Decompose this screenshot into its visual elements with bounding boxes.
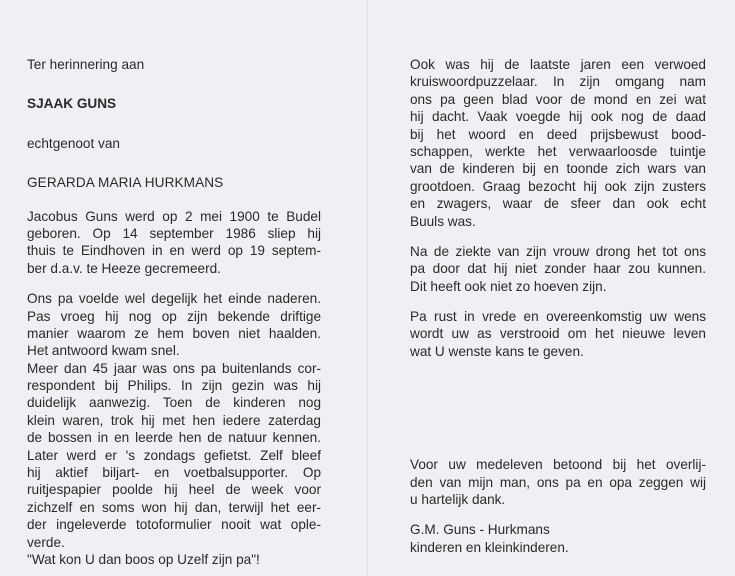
- text-line: ber d.a.v. te Heeze gecremeerd.: [27, 260, 221, 276]
- text-line: den van mijn man, ons pa en opa zeggen wij: [410, 474, 706, 490]
- text-line: Na de ziekte van zijn vrouw drong het tot ons: [410, 243, 706, 259]
- signature-family: kinderen en kleinkinderen.: [410, 539, 569, 555]
- text-line: zichzelf en soms won hij dan, terwijl het eer-: [27, 499, 321, 515]
- text-line: Meer dan 45 jaar was ons pa buitenlands cor-: [27, 360, 321, 376]
- text-line: thuis te Eindhoven in en werd op 19 septem-: [27, 243, 321, 259]
- deceased-name: SJAAK GUNS: [27, 96, 117, 112]
- card-fold: [367, 0, 368, 576]
- text-line: en zwagers, waar de sfeer dan ook echt: [410, 196, 706, 212]
- text-line: Ons pa voelde wel degelijk het einde naderen.: [27, 291, 321, 307]
- text-line: respondent bij Philips. In zijn gezin was hij: [27, 378, 321, 394]
- text-line: Buuls was.: [410, 213, 476, 229]
- signature-names: G.M. Guns - Hurkmans: [410, 522, 550, 538]
- text-line: Jacobus Guns werd op 2 mei 1900 te Budel: [27, 208, 321, 224]
- text-line: manier waarom ze hem boven niet haalden.: [27, 325, 321, 341]
- text-line: de bossen in en leerde hen de natuur kennen.: [27, 430, 321, 446]
- text-line: Pas vroeg hij nog op zijn bekende driftige: [27, 308, 321, 324]
- left-page: [27, 56, 321, 568]
- right-paragraph-3: [410, 308, 706, 360]
- text-line: van de kinderen bij en toonde zich wars van: [410, 161, 706, 177]
- text-line: kruiswoordpuzzelaar. In zijn omgang nam: [410, 74, 706, 90]
- text-line: duidelijk aanwezig. Toen de kinderen nog: [27, 395, 321, 411]
- text-line: Dit heeft ook niet zo hoeven zijn.: [410, 278, 607, 294]
- text-line: wordt uw as verstrooid om het nieuwe leven: [410, 326, 706, 342]
- thanks-paragraph: [410, 456, 706, 508]
- text-line: hij aktief biljart- en voetbalsupporter. Op: [27, 465, 321, 481]
- text-line: ons pa geen blad voor de mond en zei wat: [410, 91, 706, 107]
- left-paragraph-1: [27, 208, 321, 278]
- text-line: Later werd er 's zondags gefietst. Zelf bleef: [27, 447, 321, 463]
- text-line: Het antwoord kwam snel.: [27, 343, 180, 359]
- text-line: u hartelijk dank.: [410, 492, 506, 508]
- text-line: Voor uw medeleven betoond bij het overlij-: [410, 457, 706, 473]
- text-line: der ingeleverde totoformulier nooit wat ople-: [27, 517, 321, 533]
- text-line: schappen, werkte het verwaarloosde tuintje: [410, 143, 706, 159]
- left-paragraph-2: [27, 290, 321, 568]
- signature-block: [410, 521, 706, 556]
- text-line: "Wat kon U dan boos op Uzelf zijn pa"!: [27, 551, 260, 567]
- text-line: Pa rust in vrede en overeenkomstig uw wens: [410, 309, 706, 325]
- text-line: pa door dat hij niet zonder haar zou kunnen.: [410, 261, 706, 277]
- right-paragraph-2: [410, 243, 706, 295]
- text-line: hij dacht. Vaak voegde hij ook nog de daad: [410, 109, 706, 125]
- spouse-name: GERARDA MARIA HURKMANS: [27, 175, 224, 191]
- text-line: Ook was hij de laatste jaren een verwoed: [410, 57, 706, 72]
- text-line: bij het woord en deed prijsbewust bood-: [410, 126, 706, 142]
- right-paragraph-1: [410, 56, 706, 230]
- text-line: verde.: [27, 534, 65, 550]
- text-line: wat U wenste kans te geven.: [410, 343, 584, 359]
- text-line: geboren. Op 14 september 1986 sliep hij: [27, 225, 321, 241]
- relation-text: echtgenoot van: [27, 135, 120, 151]
- right-page: [410, 56, 706, 556]
- text-line: grootdoen. Graag bezocht hij ook zijn zusters: [410, 178, 706, 194]
- text-line: ruitjespapier poolde hij heel de week voor: [27, 482, 321, 498]
- intro-heading: Ter herinnering aan: [27, 57, 145, 72]
- text-line: klein waren, trok hij met hen iedere zaterdag: [27, 412, 321, 428]
